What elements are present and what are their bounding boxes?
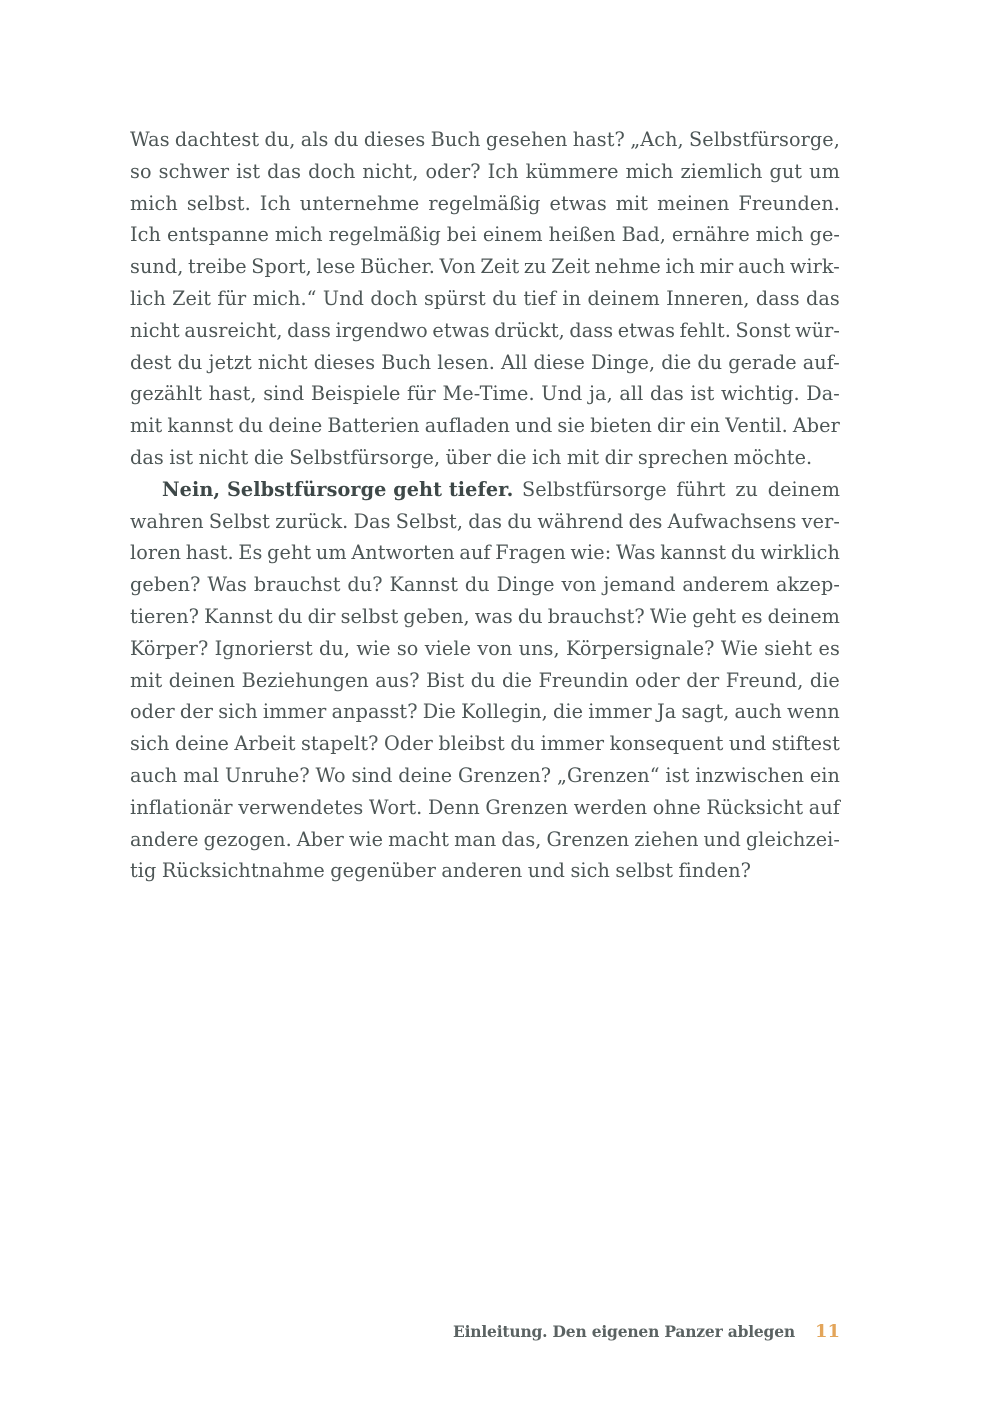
- text-line: nicht ausreicht, dass irgendwo etwas drückt, dass etwas fehlt. Sonst wür-: [130, 318, 840, 342]
- text-line: loren hast. Es geht um Antworten auf Fragen wie: Was kannst du wirklich: [130, 541, 840, 565]
- text-line: inflationär verwendetes Wort. Denn Grenzen werden ohne Rücksicht auf: [130, 795, 840, 819]
- text-line: wahren Selbst zurück. Das Selbst, das du während des Aufwachsens ver-: [130, 509, 840, 533]
- text-line: Körper? Ignorierst du, wie so viele von uns, Körpersignale? Wie sieht es: [130, 636, 840, 660]
- paragraph-2-lead-bold: Nein, Selbstfürsorge geht tiefer.: [162, 477, 514, 501]
- text-line: tieren? Kannst du dir selbst geben, was du brauchst? Wie geht es deinem: [130, 604, 840, 628]
- text-line: oder der sich immer anpasst? Die Kollegin, die immer Ja sagt, auch wenn: [130, 700, 840, 724]
- page-number: 11: [814, 1321, 840, 1342]
- text-line: das ist nicht die Selbstfürsorge, über die ich mit dir sprechen möchte.: [130, 445, 813, 469]
- text-line: so schwer ist das doch nicht, oder? Ich kümmere mich ziemlich gut um: [130, 159, 840, 183]
- paragraph-2-lead-line: [130, 474, 840, 506]
- text-line: mit kannst du deine Batterien aufladen und sie bieten dir ein Ventil. Aber: [130, 414, 840, 438]
- text-line: mit deinen Beziehungen aus? Bist du die Freundin oder der Freund, die: [130, 668, 840, 692]
- text-line: Was dachtest du, als du dieses Buch gesehen hast? „Ach, Selbstfürsorge,: [130, 128, 840, 151]
- paragraph-2-lead-rest: Selbstfürsorge führt zu deinem: [522, 477, 840, 501]
- body-text: [130, 124, 840, 887]
- paragraph-2: [130, 474, 840, 887]
- text-line: auch mal Unruhe? Wo sind deine Grenzen? „Grenzen“ ist inzwischen ein: [130, 763, 840, 787]
- running-title: Einleitung. Den eigenen Panzer ablegen: [453, 1322, 795, 1341]
- paragraph-1: [130, 124, 840, 474]
- text-line: sund, treibe Sport, lese Bücher. Von Zeit zu Zeit nehme ich mir auch wirk-: [130, 255, 840, 279]
- text-line: mich selbst. Ich unternehme regelmäßig etwas mit meinen Freunden.: [130, 191, 840, 215]
- text-line: gezählt hast, sind Beispiele für Me-Time. Und ja, all das ist wichtig. Da-: [130, 382, 840, 406]
- text-line: sich deine Arbeit stapelt? Oder bleibst du immer konsequent und stiftest: [130, 732, 840, 756]
- text-line: dest du jetzt nicht dieses Buch lesen. All diese Dinge, die du gerade auf-: [130, 350, 840, 374]
- text-line: geben? Was brauchst du? Kannst du Dinge von jemand anderem akzep-: [130, 573, 840, 597]
- text-line: lich Zeit für mich.“ Und doch spürst du tief in deinem Inneren, dass das: [130, 286, 840, 310]
- text-line: andere gezogen. Aber wie macht man das, Grenzen ziehen und gleichzei-: [130, 827, 840, 851]
- text-line: Ich entspanne mich regelmäßig bei einem heißen Bad, ernähre mich ge-: [130, 223, 840, 247]
- text-line: tig Rücksichtnahme gegenüber anderen und sich selbst finden?: [130, 859, 752, 883]
- page-footer: [453, 1318, 840, 1346]
